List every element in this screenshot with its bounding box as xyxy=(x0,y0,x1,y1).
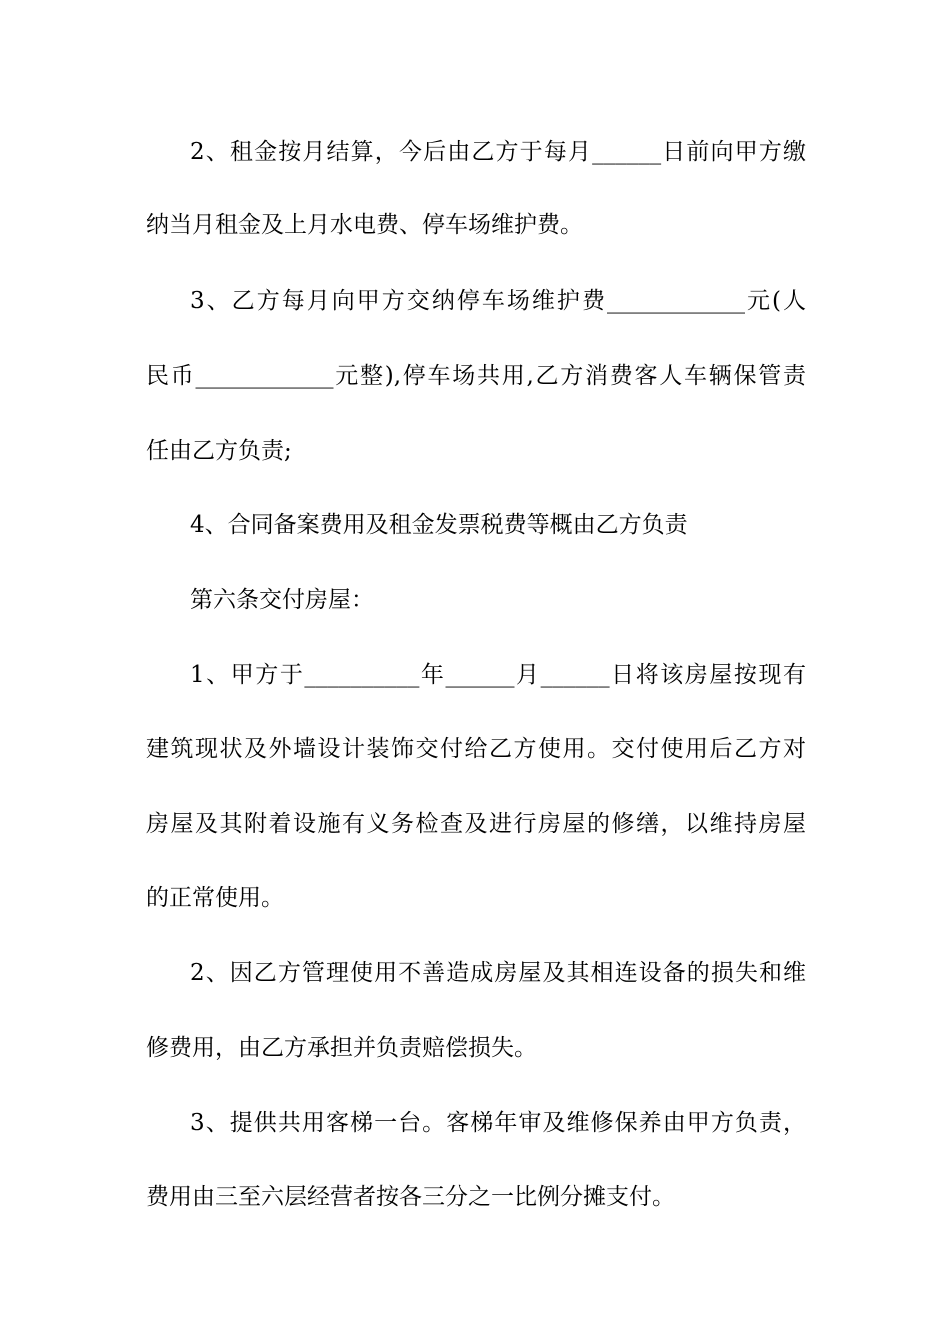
paragraph-6-line-2: 费用由三至六层经营者按各三分之一比例分摊支付。 xyxy=(146,1184,675,1210)
paragraph-4-line-4: 的正常使用。 xyxy=(146,885,284,911)
section-heading-article-6: 第六条交付房屋： xyxy=(190,587,374,613)
paragraph-4-line-1: 1、甲方于__________年______月______日将该房屋按现有 xyxy=(190,662,806,688)
paragraph-2-line-1: 3、乙方每月向甲方交纳停车场维护费____________元(人 xyxy=(190,288,806,314)
paragraph-4-line-3: 房屋及其附着设施有义务检查及进行房屋的修缮，以维持房屋 xyxy=(146,811,806,837)
paragraph-3-line-1: 4、合同备案费用及租金发票税费等概由乙方负责 xyxy=(190,512,688,538)
paragraph-1-line-2: 纳当月租金及上月水电费、停车场维护费。 xyxy=(146,212,583,238)
paragraph-4-line-2: 建筑现状及外墙设计装饰交付给乙方使用。交付使用后乙方对 xyxy=(146,736,806,762)
paragraph-5-line-2: 修费用，由乙方承担并负责赔偿损失。 xyxy=(146,1035,537,1061)
paragraph-2-line-3: 任由乙方负责; xyxy=(146,438,292,464)
paragraph-1-line-1: 2、租金按月结算，今后由乙方于每月______日前向甲方缴 xyxy=(190,139,806,165)
paragraph-5-line-1: 2、因乙方管理使用不善造成房屋及其相连设备的损失和维 xyxy=(190,960,806,986)
paragraph-6-line-1: 3、提供共用客梯一台。客梯年审及维修保养由甲方负责， xyxy=(190,1110,806,1136)
paragraph-2-line-2: 民币____________元整),停车场共用,乙方消费客人车辆保管责 xyxy=(146,363,806,389)
